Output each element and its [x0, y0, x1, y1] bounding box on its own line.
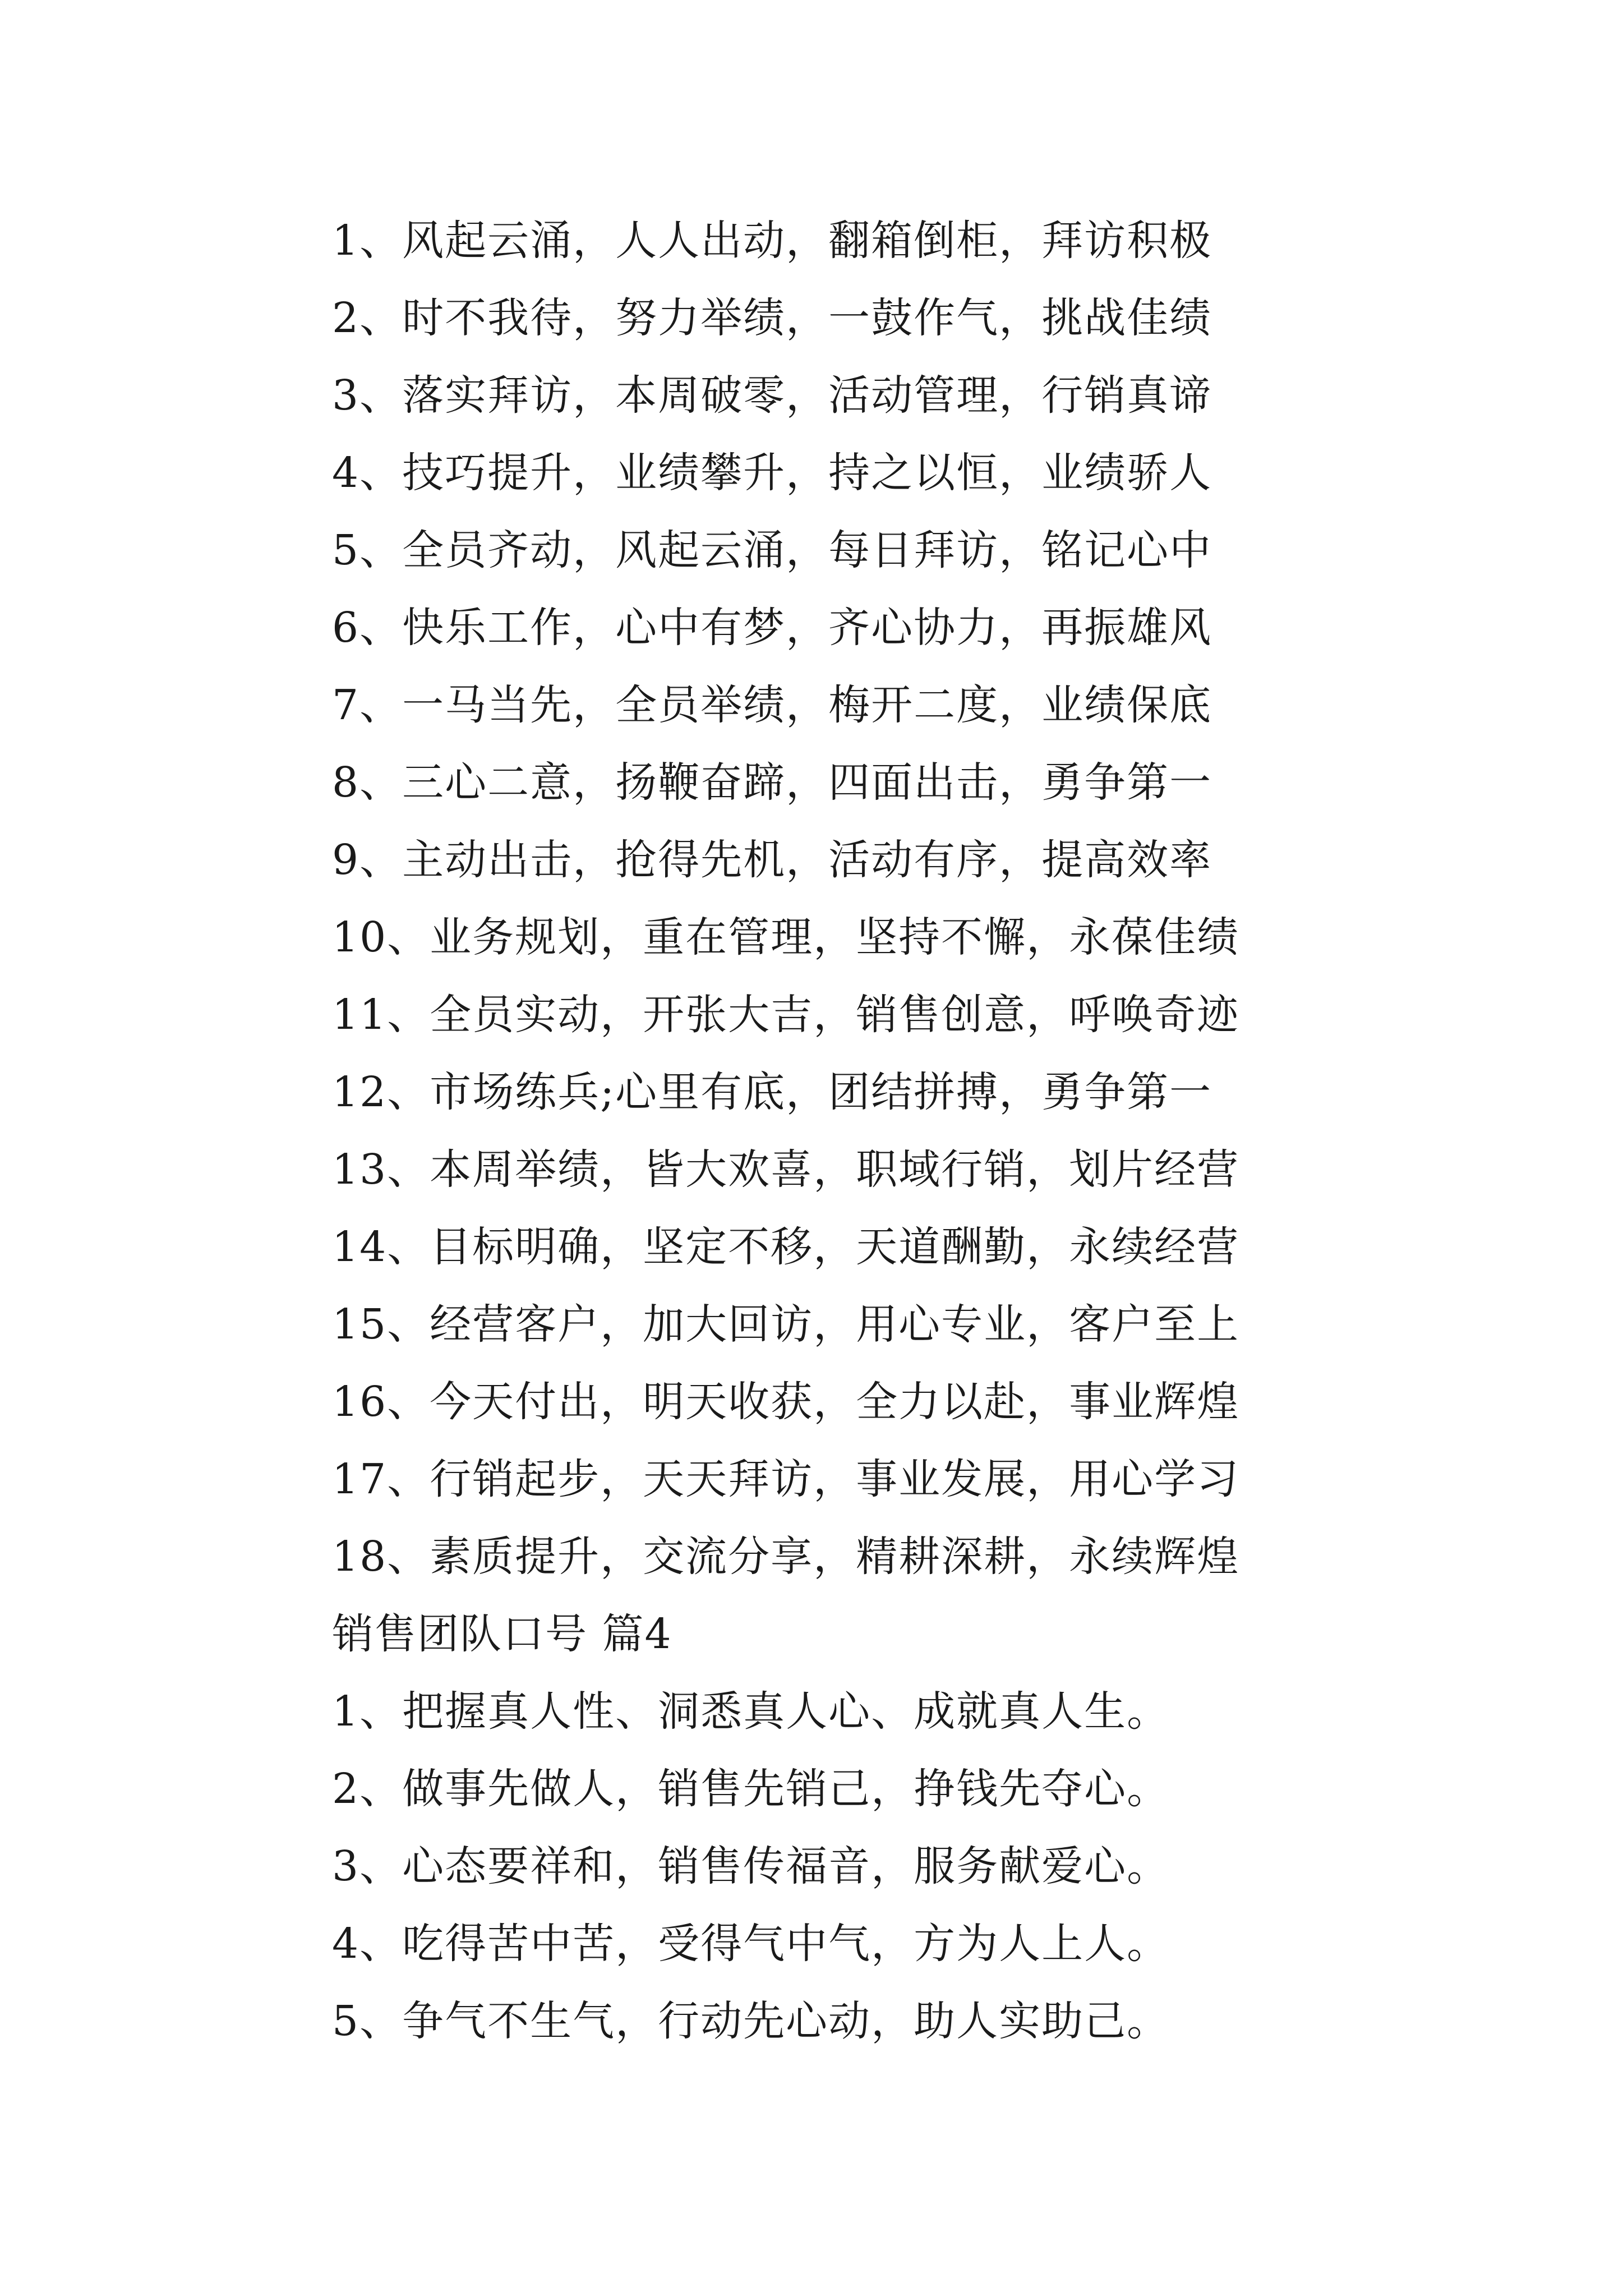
document-body	[332, 202, 1297, 2060]
slogan-line: 4、技巧提升，业绩攀升，持之以恒，业绩骄人	[332, 449, 1212, 497]
slogan-line: 2、时不我待，努力举绩，一鼓作气，挑战佳绩	[332, 294, 1212, 342]
slogan-line: 5、全员齐动，风起云涌，每日拜访，铭记心中	[332, 526, 1212, 574]
slogan-line: 17、行销起步，天天拜访，事业发展，用心学习	[332, 1455, 1240, 1503]
slogan-line: 16、今天付出，明天收获，全力以赴，事业辉煌	[332, 1378, 1240, 1426]
slogan-line: 6、快乐工作，心中有梦，齐心协力，再振雄风	[332, 604, 1212, 652]
slogan-line: 11、全员实动，开张大吉，销售创意，呼唤奇迹	[332, 991, 1240, 1039]
section-heading: 销售团队口号 篇4	[332, 1610, 672, 1658]
slogan-line: 3、心态要祥和，销售传福音，服务献爱心。	[332, 1842, 1170, 1890]
slogan-line: 10、业务规划，重在管理，坚持不懈，永葆佳绩	[332, 913, 1240, 961]
slogan-line: 13、本周举绩，皆大欢喜，职域行销，划片经营	[332, 1145, 1240, 1194]
slogan-line: 1、把握真人性、洞悉真人心、成就真人生。	[332, 1687, 1170, 1736]
slogan-line: 12、市场练兵;心里有底，团结拼搏，勇争第一	[332, 1068, 1212, 1116]
slogan-line: 4、吃得苦中苦，受得气中气，方为人上人。	[332, 1920, 1170, 1968]
slogan-line: 15、经营客户，加大回访，用心专业，客户至上	[332, 1300, 1240, 1349]
slogan-line: 18、素质提升，交流分享，精耕深耕，永续辉煌	[332, 1533, 1240, 1581]
slogan-line: 2、做事先做人，销售先销己，挣钱先夺心。	[332, 1765, 1170, 1813]
slogan-line: 5、争气不生气，行动先心动，助人实助己。	[332, 1997, 1170, 2045]
slogan-line: 9、主动出击，抢得先机，活动有序，提高效率	[332, 836, 1212, 884]
slogan-line: 3、落实拜访，本周破零，活动管理，行销真谛	[332, 371, 1212, 420]
slogan-line: 8、三心二意，扬鞭奋蹄，四面出击，勇争第一	[332, 758, 1212, 807]
slogan-line: 1、风起云涌，人人出动，翻箱倒柜，拜访积极	[332, 217, 1212, 265]
slogan-line: 14、目标明确，坚定不移，天道酬勤，永续经营	[332, 1223, 1240, 1271]
slogan-line: 7、一马当先，全员举绩，梅开二度，业绩保底	[332, 681, 1212, 729]
